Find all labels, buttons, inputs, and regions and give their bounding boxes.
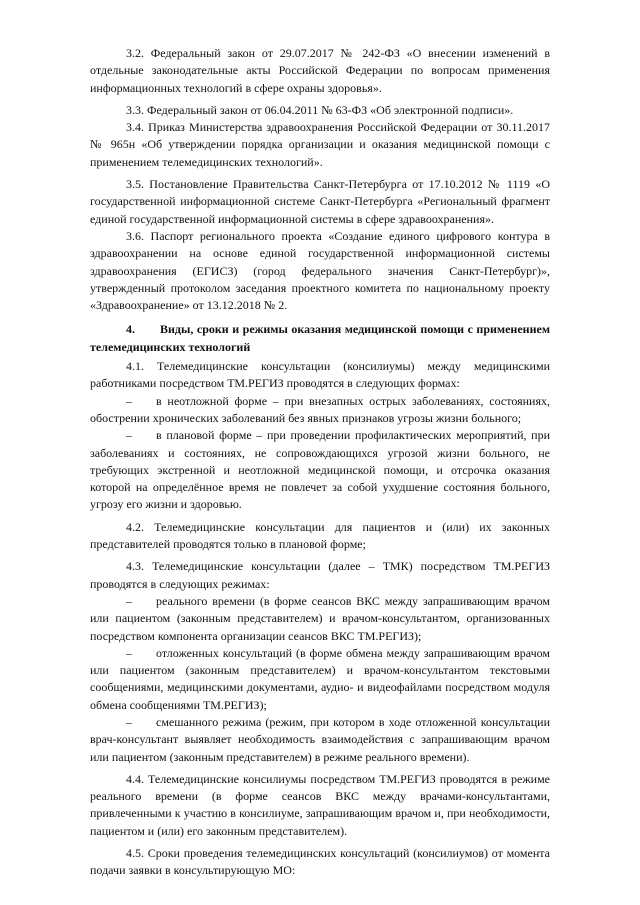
section-4-number: 4. [126, 322, 135, 337]
list-item-text: в неотложной форме – при внезапных острых заболеваниях, состояниях, обострении хронических заболеваний без явных признаков угрозы жизни больного; [90, 393, 550, 425]
list-item-4-1-b [90, 427, 550, 513]
list-item-text: в плановой форме – при проведении профилактических мероприятий, при заболеваниях и состояниях, не сопровождающихся угрозой жизни больного, не требующих экстренной и неотложной медицинской помощи, и отсрочка оказания которой на определённое время не повлечет за собой ухудшение состояния больного, угрозу его жизни и здоровью. [90, 428, 550, 512]
list-dash: – [126, 428, 132, 443]
list-item-4-3-b [90, 645, 550, 714]
paragraph-4-1: 4.1. Телемедицинские консультации (консилиумы) между медицинскими работниками посредством ТМ.РЕГИЗ проводятся в следующих формах: [90, 359, 550, 391]
list-dash: – [126, 593, 132, 608]
section-4-title: Виды, сроки и режимы оказания медицинской помощи с применением телемедицинских технологий [90, 322, 550, 354]
paragraph-4-4: 4.4. Телемедицинские консилиумы посредством ТМ.РЕГИЗ проводятся в режиме реального времени (в форме сеансов ВКС между врачами-консультантами, привлеченными к участию в консилиуме, запрашивающим врачом и, при необходимости, пациентом и (или) его законным представителем). [90, 771, 550, 838]
paragraph-3-5: 3.5. Постановление Правительства Санкт-Петербурга от 17.10.2012 № 1119 «О государственной информационной системе Санкт-Петербурга «Региональный фрагмент единой государственной информационной системы в сфере здравоохранения». [90, 177, 550, 226]
list-dash: – [126, 645, 132, 660]
paragraph-3-2: 3.2. Федеральный закон от 29.07.2017 № 242-ФЗ «О внесении изменений в отдельные законодательные акты Российской Федерации по вопросам применения информационных технологий в сфере охраны здоровья». [90, 46, 550, 95]
document-body [90, 45, 550, 880]
list-item-text: смешанного режима (режим, при котором в ходе отложенной консультации врач-консультант выявляет необходимость взаимодействия с запрашивающим врачом или пациентом (законным представителем) в режиме реального времени). [90, 714, 550, 764]
paragraph-3-4: 3.4. Приказ Министерства здравоохранения Российской Федерации от 30.11.2017 № 965н «Об утверждении порядка организации и оказания медицинской помощи с применением телемедицинских технологий». [90, 120, 550, 169]
list-item-text: реального времени (в форме сеансов ВКС между запрашивающим врачом или пациентом (законным представителем) и врачом-консультантом, организованных посредством компонента организации сеансов ВКС ТМ.РЕГИЗ); [90, 593, 550, 643]
list-item-4-3-c [90, 714, 550, 766]
paragraph-4-3: 4.3. Телемедицинские консультации (далее – ТМК) посредством ТМ.РЕГИЗ проводятся в следующих режимах: [90, 559, 550, 591]
list-item-4-3-a [90, 593, 550, 645]
paragraph-4-2: 4.2. Телемедицинские консультации для пациентов и (или) их законных представителей проводятся только в плановой форме; [90, 519, 550, 552]
paragraph-4-5: 4.5. Сроки проведения телемедицинских консультаций (консилиумов) от момента подачи заявки в консультирующую МО: [90, 846, 550, 878]
section-4-heading [90, 321, 550, 356]
list-dash: – [126, 714, 132, 729]
paragraph-3-6: 3.6. Паспорт регионального проекта «Создание единого цифрового контура в здравоохранении на основе единой государственной информационной системы здравоохранения (ЕГИСЗ) (город федерального значения Санкт-Петербург)», утвержденный протоколом заседания проектного комитета по национальному проекту «Здравоохранение» от 13.12.2018 № 2. [90, 228, 550, 313]
paragraph-3-3: 3.3. Федеральный закон от 06.04.2011 № 63-ФЗ «Об электронной подписи». [126, 102, 514, 117]
list-item-text: отложенных консультаций (в форме обмена между запрашивающим врачом или пациентом (законным представителем) и врачом-консультантом текстовыми сообщениями, медицинскими документами, аудио- и видеофайлами посредством модуля обмена сообщениями ТМ.РЕГИЗ); [90, 645, 550, 712]
list-item-4-1-a [90, 393, 550, 428]
list-dash: – [126, 393, 132, 408]
